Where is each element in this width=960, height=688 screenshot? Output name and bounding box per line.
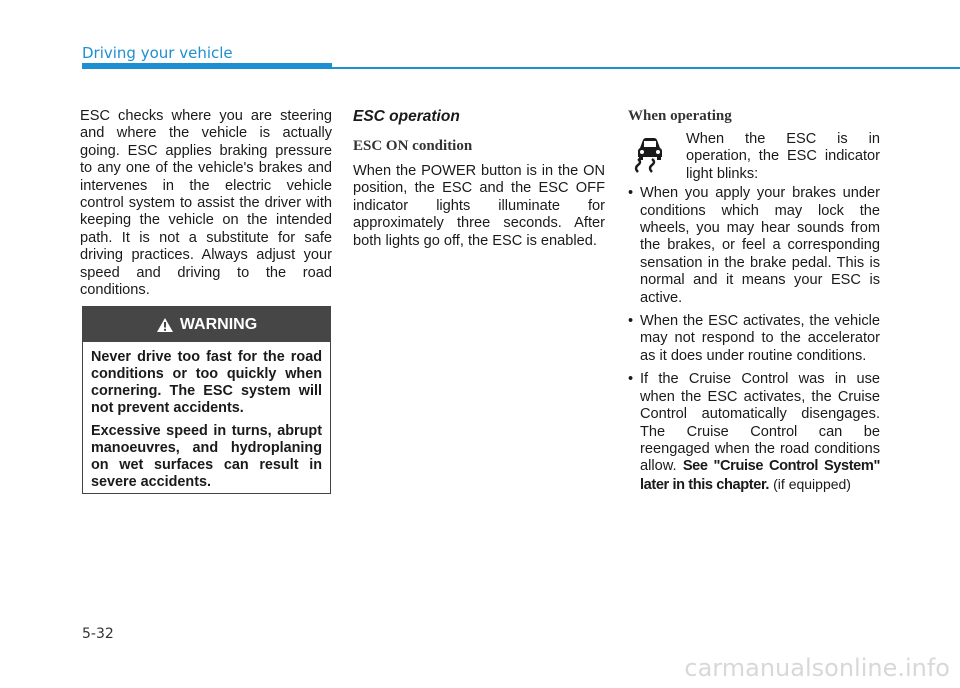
- esc-skidding-car-icon: [628, 131, 672, 175]
- esc-operation-heading: ESC operation: [353, 108, 460, 125]
- warning-body: [83, 342, 330, 491]
- warning-box: [82, 306, 331, 494]
- page-number: 5-32: [82, 626, 114, 642]
- warning-paragraph: Excessive speed in turns, abrupt manoeuvres, and hydroplaning on wet surfaces can result in severe accidents.: [91, 423, 322, 490]
- indicator-row: [628, 131, 880, 183]
- watermark: carmanualsonline.info: [684, 654, 950, 682]
- header-rule-thin: [332, 67, 960, 69]
- column-left: [80, 108, 332, 299]
- warning-paragraph: Never drive too fast for the road conditions or too quickly when cornering. The ESC system will not prevent accidents.: [91, 349, 322, 416]
- warning-triangle-icon: [156, 317, 174, 333]
- cruise-reference: See "Cruise Control System" later in this chapter.: [640, 458, 880, 493]
- column-middle: [353, 108, 605, 250]
- section-title: Driving your vehicle: [82, 44, 233, 62]
- header-rule-thick: [82, 63, 332, 69]
- esc-on-condition-heading: ESC ON condition: [353, 138, 473, 154]
- warning-header: [83, 307, 330, 342]
- operating-bullets: [628, 185, 880, 494]
- intro-paragraph: ESC checks where you are steering and where the vehicle is actually going. ESC applies braking pressure to any one of the vehicle's brakes and intervenes in the electric vehicle control system to assist the driver with keeping the vehicle on the intended path. It is not a substitute for safe driving practices. Always adjust your speed and driving to the road conditions.: [80, 108, 332, 299]
- bullet-item: • When you apply your brakes under conditions which may lock the wheels, you may hear sounds from the brakes, or feel a corresponding sensation in the brake pedal. This is normal and it means your ESC is active.: [628, 185, 880, 307]
- cruise-note: (if equipped): [773, 475, 851, 492]
- bullet-item-cruise: [628, 371, 880, 494]
- column-right: [628, 108, 880, 500]
- when-operating-heading: When operating: [628, 108, 732, 124]
- esc-on-condition-text: When the POWER button is in the ON position, the ESC and the ESC OFF indicator lights illuminate for approximately three seconds. After both lights go off, the ESC is enabled.: [353, 163, 605, 249]
- warning-title: WARNING: [179, 315, 258, 333]
- indicator-text: When the ESC is in operation, the ESC indicator light blinks:: [686, 131, 880, 182]
- cruise-text: If the Cruise Control was in use when the ESC activates, the Cruise Control automatically disengages. The Cruise Control can be reengaged when the road conditions allow.: [640, 371, 880, 475]
- bullet-item: • When the ESC activates, the vehicle may not respond to the accelerator as it does under routine conditions.: [628, 313, 880, 365]
